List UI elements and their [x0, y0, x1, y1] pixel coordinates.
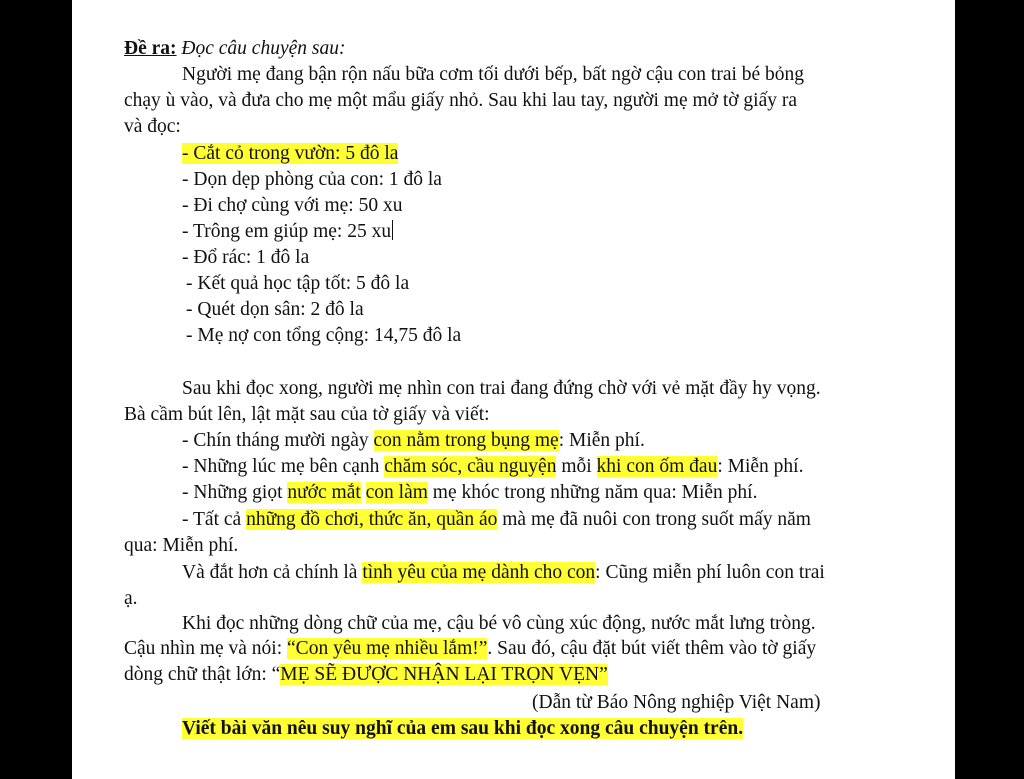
son-list-item: - Đổ rác: 1 đô la — [182, 247, 310, 268]
mom-list-text: mỗi — [556, 456, 597, 477]
mom-list-item — [182, 480, 757, 505]
mom-list-text: mà mẹ đã nuôi con trong suốt mấy năm — [497, 509, 811, 530]
task-prompt — [182, 716, 743, 741]
son-list-item: - Quét dọn sân: 2 đô la — [186, 299, 364, 320]
ending-line-3 — [124, 662, 608, 687]
heading-subtitle: Đọc câu chuyện sau: — [181, 38, 346, 59]
mom-list-item — [182, 507, 811, 532]
ending-caps-highlight: MẸ SẼ ĐƯỢC NHẬN LẠI TRỌN VẸN” — [280, 664, 608, 685]
mom-list-item — [182, 428, 645, 453]
text-cursor — [392, 220, 393, 240]
son-list-item — [182, 141, 398, 166]
mom-list-text — [361, 482, 366, 503]
mom-list-text: : Miễn phí. — [717, 456, 804, 477]
ending-line-1: Khi đọc những dòng chữ của mẹ, cậu bé vô cùng xúc động, nước mắt lưng tròng. — [182, 613, 816, 634]
mom-list-text: - Những lúc mẹ bên cạnh — [182, 456, 385, 477]
mom-list-text: - Chín tháng mười ngày — [182, 430, 374, 451]
mom-list-text: : Miễn phí. — [558, 430, 645, 451]
mom-list-highlight: chăm sóc, cầu nguyện — [384, 456, 557, 477]
intro-line-3: và đọc: — [124, 116, 181, 137]
task-text: Viết bài văn nêu suy nghĩ của em sau khi đọc xong câu chuyện trên. — [182, 718, 744, 739]
love-line — [182, 560, 825, 585]
mom-list-highlight: con làm — [365, 482, 428, 503]
love-text: : Cũng miễn phí luôn con trai — [595, 562, 825, 583]
love-line-cont: ạ. — [124, 588, 138, 609]
son-list-item: - Dọn dẹp phòng của con: 1 đô la — [182, 169, 442, 190]
ending-quote-highlight: “Con yêu mẹ nhiều lắm!” — [287, 638, 488, 659]
love-highlight: tình yêu của mẹ dành cho con — [362, 562, 596, 583]
mom-list-text: - Những giọt — [182, 482, 288, 503]
son-list-text: - Trông em giúp mẹ: 25 xu — [182, 221, 392, 242]
mom-list-highlight: nước mắt — [287, 482, 361, 503]
mom-list-highlight: khi con ốm đau — [596, 456, 718, 477]
son-list-item — [182, 219, 393, 244]
mom-list-text: mẹ khóc trong những năm qua: Miễn phí. — [427, 482, 758, 503]
heading-label: Đề ra: — [124, 38, 177, 59]
mom-list-item — [182, 454, 803, 479]
mom-list-item-cont: qua: Miễn phí. — [124, 535, 239, 556]
ending-text: . Sau đó, cậu đặt bút viết thêm vào tờ giấy — [487, 638, 817, 659]
son-list-item: - Kết quả học tập tốt: 5 đô la — [186, 273, 410, 294]
love-text: Và đắt hơn cả chính là — [182, 562, 363, 583]
mom-list-highlight: con nằm trong bụng mẹ — [373, 430, 559, 451]
source-citation: (Dẫn từ Báo Nông nghiệp Việt Nam) — [532, 692, 821, 713]
heading — [124, 36, 345, 61]
intro-line-2: chạy ù vào, và đưa cho mẹ một mẩu giấy nhỏ. Sau khi lau tay, người mẹ mở tờ giấy ra — [124, 90, 798, 111]
ending-line-2 — [124, 636, 816, 661]
para2-line-1: Sau khi đọc xong, người mẹ nhìn con trai đang đứng chờ với vẻ mặt đầy hy vọng. — [182, 378, 821, 399]
son-list-text-highlighted: - Cắt cỏ trong vườn: 5 đô la — [182, 143, 399, 164]
son-list-item: - Mẹ nợ con tổng cộng: 14,75 đô la — [186, 325, 462, 346]
document-page — [72, 0, 955, 779]
ending-text: Cậu nhìn mẹ và nói: — [124, 638, 288, 659]
intro-line-1: Người mẹ đang bận rộn nấu bữa cơm tối dưới bếp, bất ngờ cậu con trai bé bỏng — [182, 64, 805, 85]
son-list-item: - Đi chợ cùng với mẹ: 50 xu — [182, 195, 403, 216]
para2-line-2: Bà cầm bút lên, lật mặt sau của tờ giấy và viết: — [124, 404, 490, 425]
ending-text: dòng chữ thật lớn: “ — [124, 664, 281, 685]
mom-list-highlight: những đồ chơi, thức ăn, quần áo — [246, 509, 498, 530]
mom-list-text: - Tất cả — [182, 509, 247, 530]
